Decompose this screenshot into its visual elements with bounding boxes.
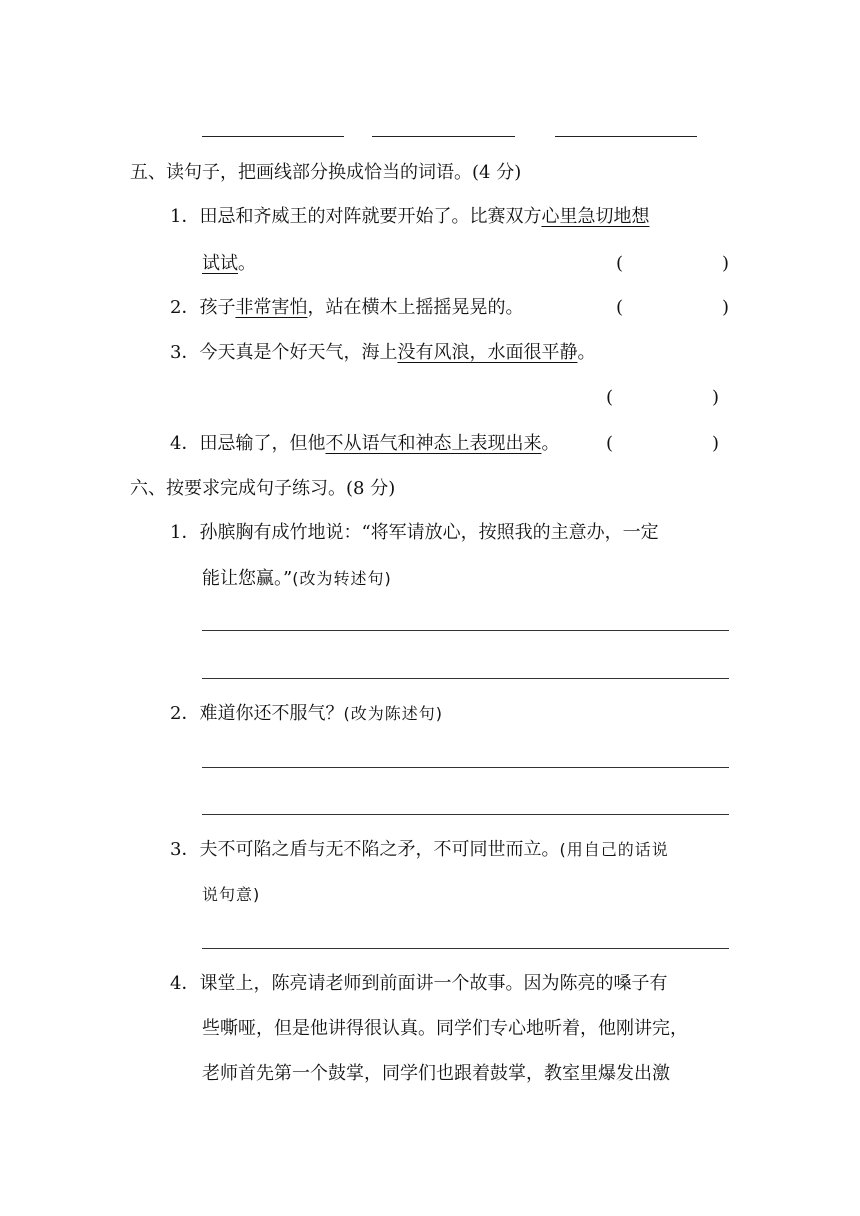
question-5-2 [170,296,523,320]
question-5-3 [170,341,595,365]
answer-paren-close: ) [722,297,730,318]
answer-line[interactable] [202,630,729,631]
answer-paren-close: ) [712,387,720,408]
underlined-phrase: 没有风浪，水面很平静 [397,342,578,363]
section-6-title: 六、按要求完成句子练习。(8 分) [130,478,396,499]
answer-paren-open: ( [606,433,614,454]
question-text: 。 [541,433,560,454]
question-5-1-line2 [202,252,256,276]
question-5-1 [170,205,649,229]
question-6-1-line2 [202,567,392,591]
question-instruction-line2: 说句意) [202,885,261,904]
answer-paren-open: ( [606,387,614,408]
answer-blank-2[interactable] [372,136,515,137]
answer-line[interactable] [202,678,729,679]
answer-paren-open: ( [616,297,624,318]
underlined-phrase: 心里急切地想 [541,206,650,227]
question-text: 夫不可陷之盾与无不陷之矛，不可同世而立。 [199,839,560,860]
question-text: 。 [238,253,256,274]
question-6-1 [170,521,659,545]
answer-paren-close: ) [712,433,720,454]
question-number: 1． [170,206,200,227]
question-text: 田忌和齐威王的对阵就要开始了。比赛双方 [199,206,542,227]
question-number: 4． [170,973,200,994]
question-5-4 [170,432,559,456]
section-5-title: 五、读句子，把画线部分换成恰当的词语。(4 分) [130,162,522,183]
question-text: 。 [577,342,596,363]
question-number: 3． [170,342,200,363]
question-number: 2． [170,703,200,724]
underlined-phrase: 不从语气和神态上表现出来 [325,433,542,454]
question-6-3 [170,838,669,862]
question-instruction: (改为转述句) [292,569,392,588]
question-text: ，站在横木上摇摇晃晃的。 [307,297,524,318]
question-number: 1． [170,522,200,543]
answer-line[interactable] [202,814,729,815]
answer-line[interactable] [202,948,729,949]
question-instruction: (用自己的话说 [559,840,669,859]
question-number: 3． [170,839,200,860]
question-6-4-line2: 些嘶哑，但是他讲得很认真。同学们专心地听着，他刚讲完， [202,1018,688,1039]
question-text: 田忌输了，但他 [199,433,326,454]
question-6-4 [170,972,667,996]
question-text: 难道你还不服气？ [199,703,344,724]
answer-blank-1[interactable] [202,136,344,137]
question-text: 课堂上，陈亮请老师到前面讲一个故事。因为陈亮的嗓子有 [199,973,668,994]
underlined-phrase: 非常害怕 [235,297,308,318]
question-text: 孙膑胸有成竹地说：“将军请放心，按照我的主意办，一定 [199,522,659,543]
answer-blank-3[interactable] [555,136,697,137]
question-number: 2． [170,297,200,318]
question-number: 4． [170,433,200,454]
answer-paren-close: ) [722,253,730,274]
underlined-phrase: 试试 [202,253,238,274]
question-text: 今天真是个好天气，海上 [199,342,398,363]
answer-line[interactable] [202,767,729,768]
answer-paren-open: ( [616,253,624,274]
question-6-4-line3: 老师首先第一个鼓掌，同学们也跟着鼓掌，教室里爆发出激 [202,1063,670,1084]
question-instruction: (改为陈述句) [343,704,443,723]
question-text: 能让您赢。” [202,568,293,589]
question-text: 孩子 [199,297,236,318]
question-6-2 [170,702,443,726]
